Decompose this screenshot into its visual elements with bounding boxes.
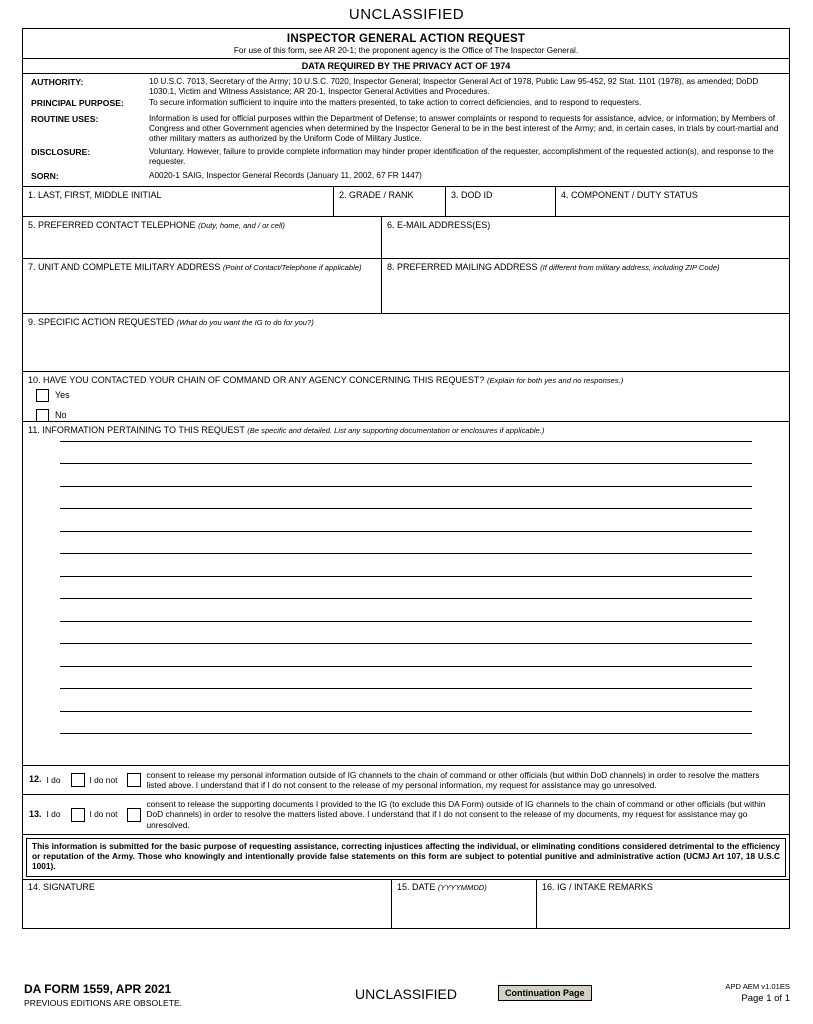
field-12-text: consent to release my personal information outside of IG channels to the chain of command or other officials (but within DoD channels) in order to resolve the matters listed above. I understand that if I do not consent to the release of my personal information, my request for assistance may go unresolved. <box>146 769 760 790</box>
field-preferred-contact-telephone[interactable] <box>23 217 381 258</box>
writing-line <box>60 576 752 577</box>
field-ig-intake-remarks[interactable] <box>536 880 789 928</box>
field-3-label: 3. DOD ID <box>451 189 493 200</box>
checkbox-yes-icon[interactable] <box>36 389 49 402</box>
privacy-label-principal-purpose: PRINCIPAL PURPOSE: <box>31 98 124 109</box>
field-15-label: 15. DATE (YYYYMMDD) <box>397 881 487 892</box>
checkbox-no-icon[interactable] <box>36 409 49 422</box>
row-identity <box>23 187 789 217</box>
privacy-act-block <box>23 74 789 187</box>
row-addresses <box>23 259 789 314</box>
field-16-label: 16. IG / INTAKE REMARKS <box>542 881 653 892</box>
writing-line <box>60 508 752 509</box>
privacy-text-authority: 10 U.S.C. 7013, Secretary of the Army; 10 U.S.C. 7020, Inspector General; Inspector General Act of 1978, Public Law 95-452, 92 Stat. 1101 (1978), as amended; DoDD 1030.1, Victim and Witness Assistance; AR 20-1, Inspector General Activities and Procedures. <box>149 77 759 96</box>
field-11-label: 11. INFORMATION PERTAINING TO THIS REQUEST (Be specific and detailed. List any supporting documentation or enclosures if applicable.) <box>28 424 545 435</box>
field-10-no-label: No <box>55 410 67 421</box>
field-12-number: 12. <box>29 774 42 785</box>
privacy-act-heading: DATA REQUIRED BY THE PRIVACY ACT OF 1974 <box>23 59 789 74</box>
privacy-label-authority: AUTHORITY: <box>31 77 84 87</box>
privacy-text-disclosure: Voluntary. However, failure to provide complete information may hinder proper identification of the requester, accomplishment of the requested action(s), and response to the requester. <box>149 147 774 167</box>
field-component-duty-status[interactable] <box>555 187 789 216</box>
privacy-row-routine-uses <box>31 114 783 143</box>
checkbox-13-i-do-icon[interactable] <box>71 808 85 822</box>
field-signature[interactable] <box>23 880 391 928</box>
writing-line <box>60 486 752 487</box>
field-email-addresses[interactable] <box>381 217 789 258</box>
checkbox-12-i-do-not-icon[interactable] <box>127 773 141 787</box>
privacy-text-principal-purpose: To secure information sufficient to inquire into the matters presented, to take action to correct deficiencies, and to respond to requesters. <box>149 98 642 108</box>
field-specific-action-requested[interactable] <box>23 314 789 371</box>
field-1-label: 1. LAST, FIRST, MIDDLE INITIAL <box>28 189 162 200</box>
writing-line <box>60 553 752 554</box>
privacy-row-principal-purpose <box>31 88 783 108</box>
field-date[interactable] <box>391 880 536 928</box>
form-body <box>22 28 790 929</box>
continuation-page-button[interactable]: Continuation Page <box>498 985 592 1001</box>
writing-line <box>60 733 752 734</box>
row-chain-of-command <box>23 372 789 422</box>
field-12-option-a-label: I do <box>46 774 61 785</box>
writing-line <box>60 643 752 644</box>
field-13-text: consent to release the supporting documents I provided to the IG (to exclude this DA Form) outside of IG channels to the chain of command or other officials (but within DoD channels) in order to resolve the matters listed above. I understand that if I do not consent to the release of my documents, my request for assistance may go unresolved. <box>146 799 766 830</box>
form-title-block <box>23 29 789 59</box>
field-10-option-yes[interactable] <box>36 389 785 402</box>
form-identifier: DA FORM 1559, APR 2021 <box>24 982 172 996</box>
certification-statement: This information is submitted for the basic purpose of requesting assistance, correcting injustices affecting the individual, or eliminating conditions considered detrimental to the efficiency or reputation of the Army. Those who knowingly and intentionally provide false statements on this form are subject to potential punitive and administrative action (UCMJ Art 107, 18 U.S.C 1001). <box>26 838 786 877</box>
privacy-row-disclosure <box>31 147 783 166</box>
writing-line <box>60 598 752 599</box>
field-12-consent-personal-info <box>23 766 789 796</box>
field-last-first-middle[interactable] <box>23 187 333 216</box>
privacy-row-sorn <box>31 171 783 181</box>
row-specific-action <box>23 314 789 372</box>
field-13-option-b-label: I do not <box>89 809 118 820</box>
privacy-label-sorn: SORN: <box>31 170 59 181</box>
field-unit-military-address[interactable] <box>23 259 381 313</box>
form-footer <box>22 982 790 1022</box>
field-13-consent-supporting-docs <box>23 795 789 835</box>
field-grade-rank[interactable] <box>333 187 445 216</box>
row-signature <box>23 879 789 928</box>
classification-banner-bottom: UNCLASSIFIED <box>355 986 457 1002</box>
form-subtitle: For use of this form, see AR 20-1; the proponent agency is the Office of The Inspector General. <box>233 46 579 55</box>
row-information-pertaining <box>23 422 789 766</box>
field-2-label: 2. GRADE / RANK <box>339 189 414 200</box>
field-12-option-b-label: I do not <box>89 774 118 785</box>
writing-line <box>60 688 752 689</box>
field-5-label: 5. PREFERRED CONTACT TELEPHONE (Duty, home, and / or cell) <box>28 219 285 230</box>
field-10-yes-label: Yes <box>55 390 70 401</box>
privacy-text-sorn: A0020-1 SAIG, Inspector General Records (January 11, 2002, 67 FR 1447) <box>149 170 422 180</box>
checkbox-13-i-do-not-icon[interactable] <box>127 808 141 822</box>
field-preferred-mailing-address[interactable] <box>381 259 789 313</box>
field-4-label: 4. COMPONENT / DUTY STATUS <box>561 189 698 200</box>
field-7-label: 7. UNIT AND COMPLETE MILITARY ADDRESS (Point of Contact/Telephone if applicable) <box>28 261 362 272</box>
field-8-label: 8. PREFERRED MAILING ADDRESS (If different from military address, including ZIP Code) <box>387 261 720 272</box>
footer-right <box>725 982 790 1004</box>
checkbox-12-i-do-icon[interactable] <box>71 773 85 787</box>
field-14-label: 14. SIGNATURE <box>28 881 95 892</box>
field-13-number: 13. <box>29 809 42 820</box>
field-10-option-no[interactable] <box>36 409 785 422</box>
writing-line <box>60 441 752 442</box>
privacy-label-disclosure: DISCLOSURE: <box>31 147 91 158</box>
page-title: INSPECTOR GENERAL ACTION REQUEST <box>286 33 526 45</box>
field-9-label: 9. SPECIFIC ACTION REQUESTED (What do you want the IG to do for you?) <box>28 316 314 327</box>
field-10-label: 10. HAVE YOU CONTACTED YOUR CHAIN OF COMMAND OR ANY AGENCY CONCERNING THIS REQUEST? (Explain for both yes and no responses.) <box>28 374 624 385</box>
writing-line <box>60 711 752 712</box>
writing-line <box>60 463 752 464</box>
classification-banner-top: UNCLASSIFIED <box>348 6 465 23</box>
field-6-label: 6. E-MAIL ADDRESS(ES) <box>387 219 491 230</box>
privacy-label-routine-uses: ROUTINE USES: <box>31 114 99 125</box>
field-11-textarea[interactable] <box>23 435 789 735</box>
page-number: Page 1 of 1 <box>741 993 790 1004</box>
field-dod-id[interactable] <box>445 187 555 216</box>
apd-version-label: APD AEM v1.01ES <box>725 982 790 991</box>
previous-editions-note: PREVIOUS EDITIONS ARE OBSOLETE. <box>24 998 183 1008</box>
privacy-text-routine-uses: Information is used for official purposes within the Department of Defense; to answer complaints or respond to requests for assistance, advice, or information; by Members of Congress and other Government agencies when determined by the Inspector General to be in the best interest of the Army; and, in certain cases, in trials by court-martial and other military matters as authorized by the Uniform Code of Military Justice. <box>149 114 779 143</box>
writing-line <box>60 621 752 622</box>
row-contact <box>23 217 789 259</box>
writing-line <box>60 531 752 532</box>
writing-line <box>60 666 752 667</box>
field-13-option-a-label: I do <box>46 809 61 820</box>
